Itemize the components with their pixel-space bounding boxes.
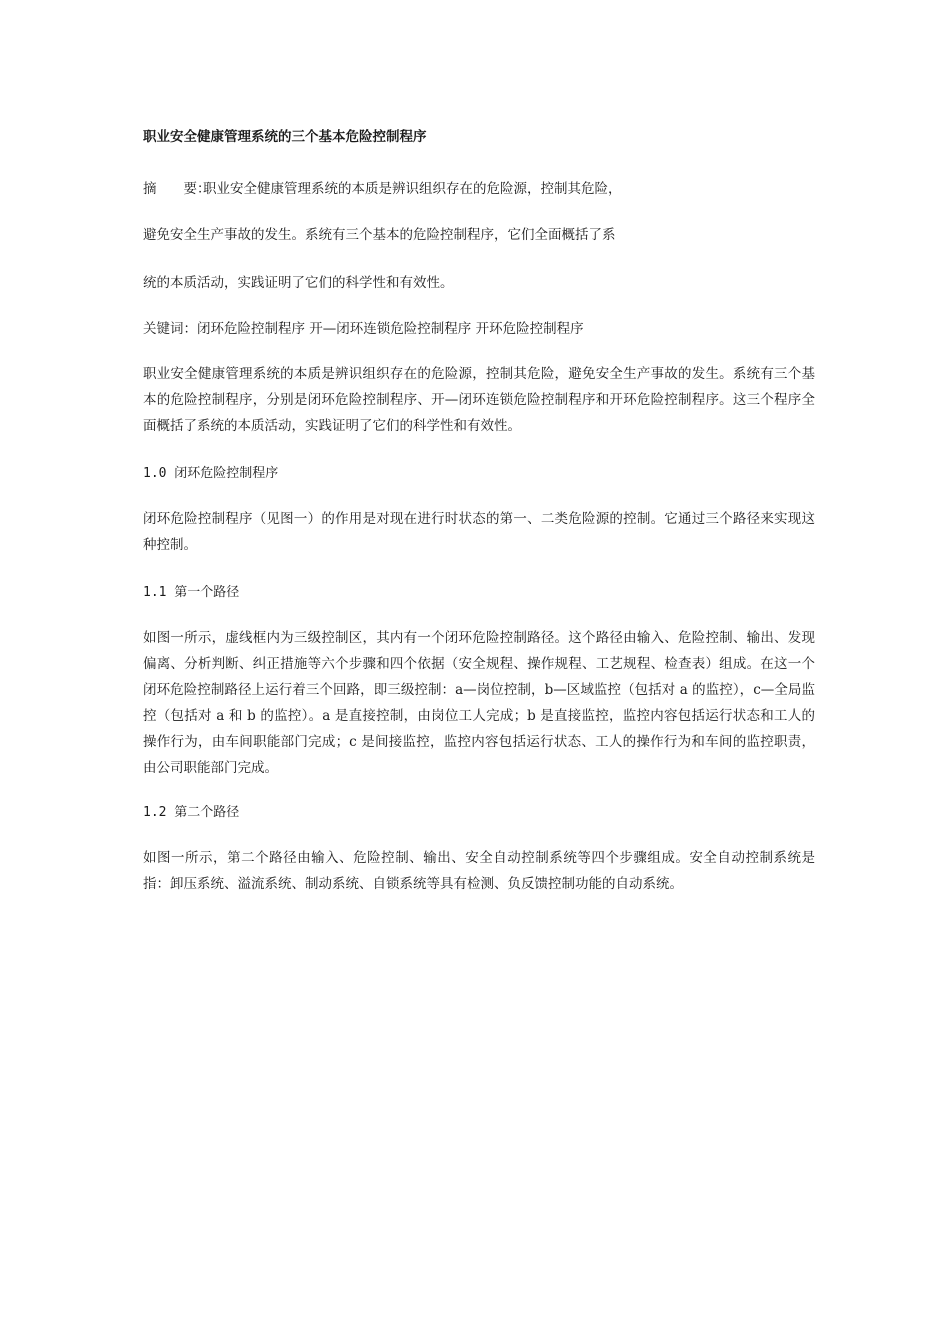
section-heading: 1.0 闭环危险控制程序 [143,466,279,481]
section-heading: 1.1 第一个路径 [143,585,240,600]
section-body: 如图一所示，虚线框内为三级控制区，其内有一个闭环危险控制路径。这个路径由输入、危险控制、输出、发现偏离、分析判断、纠正措施等六个步骤和四个依据（安全规程、操作规程、工艺规程、检查表）组成。在这一个闭环危险控制路径上运行着三个回路，即三级控制：a—岗位控制，b—区域监控（包括对 a 的监控），c—全局监控（包括对 a 和 b 的监控）。a 是直接控制，由岗位工人完成；b 是直接监控，监控内容包括运行状态和工人的操作行为，由车间职能部门完成；c 是间接监控，监控内容包括运行状态、工人的操作行为和车间的监控职责，由公司职能部门完成。 [143,630,815,776]
document-title: 职业安全健康管理系统的三个基本危险控制程序 [143,129,427,145]
section-body: 如图一所示，第二个路径由输入、危险控制、输出、安全自动控制系统等四个步骤组成。安全自动控制系统是指：卸压系统、溢流系统、制动系统、自锁系统等具有检测、负反馈控制功能的自动系统。 [143,850,815,892]
intro-paragraph: 职业安全健康管理系统的本质是辨识组织存在的危险源，控制其危险，避免安全生产事故的发生。系统有三个基本的危险控制程序，分别是闭环危险控制程序、开—闭环连锁危险控制程序和开环危险控制程序。这三个程序全面概括了系统的本质活动，实践证明了它们的科学性和有效性。 [143,366,815,434]
section-body: 闭环危险控制程序（见图一）的作用是对现在进行时状态的第一、二类危险源的控制。它通过三个路径来实现这种控制。 [143,511,815,553]
abstract-line-2: 避免安全生产事故的发生。系统有三个基本的危险控制程序，它们全面概括了系 [143,227,616,243]
abstract-line-3: 统的本质活动，实践证明了它们的科学性和有效性。 [143,275,454,291]
abstract-text-1: 职业安全健康管理系统的本质是辨识组织存在的危险源，控制其危险， [203,181,622,197]
abstract-label: 摘 要： [143,181,211,197]
abstract-line-1 [143,177,622,197]
keywords: 关键词：闭环危险控制程序 开—闭环连锁危险控制程序 开环危险控制程序 [143,321,584,337]
section-heading: 1.2 第二个路径 [143,805,240,820]
